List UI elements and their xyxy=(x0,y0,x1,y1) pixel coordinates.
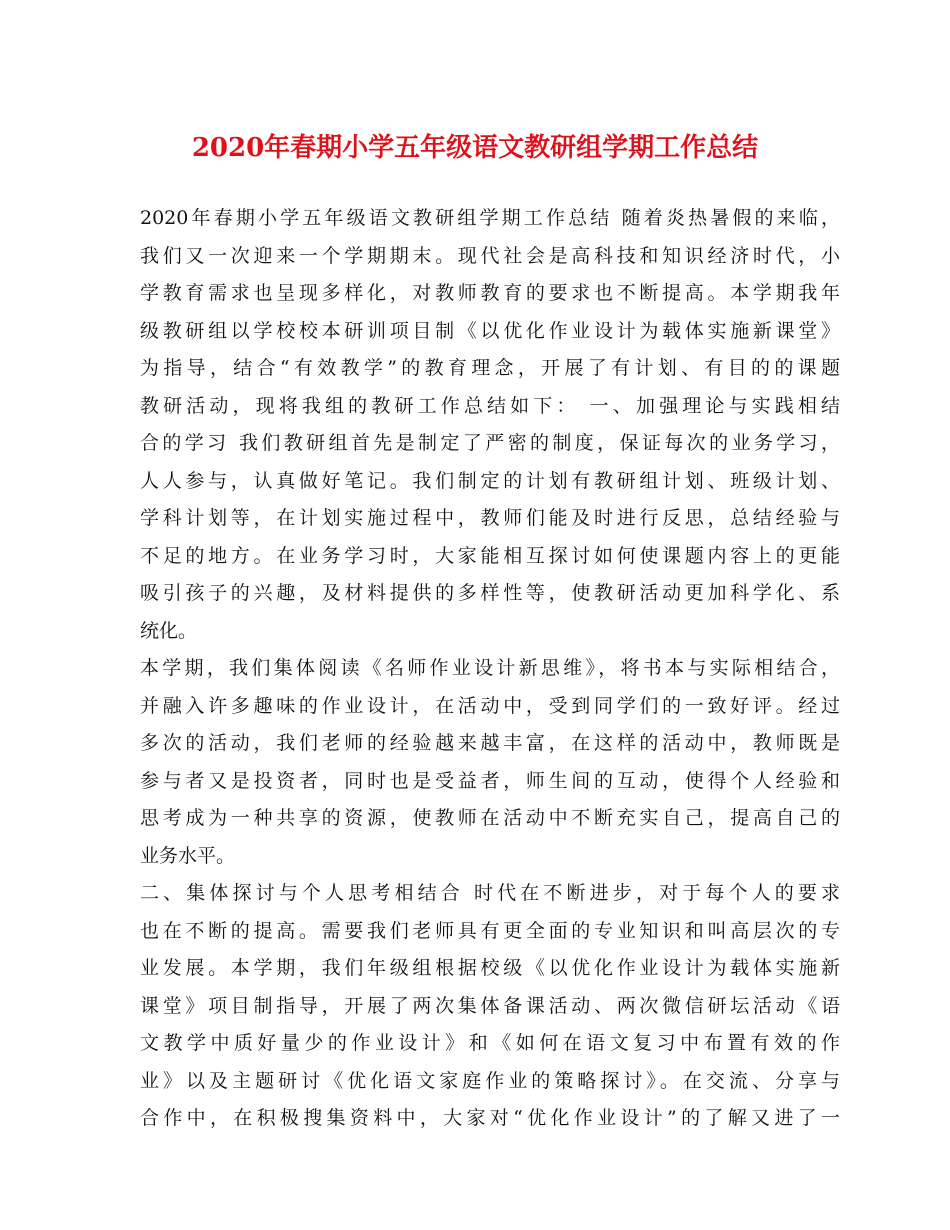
text-line: 并融入许多趣味的作业设计，在活动中，受到同学们的一致好评。经过 xyxy=(140,694,840,717)
text-line: 业》以及主题研讨《优化语文家庭作业的策略探讨》。在交流、分享与 xyxy=(140,1069,840,1092)
text-line: 多次的活动，我们老师的经验越来越丰富，在这样的活动中，教师既是 xyxy=(140,732,840,754)
text-line: 二、集体探讨与个人思考相结合 时代在不断进步，对于每个人的要求 xyxy=(140,882,840,904)
text-line: 不足的地方。在业务学习时，大家能相互探讨如何使课题内容上的更能 xyxy=(140,544,840,567)
text-line: 业务水平。 xyxy=(140,844,236,867)
text-line: 吸引孩子的兴趣，及材料提供的多样性等，使教研活动更加科学化、系 xyxy=(140,582,840,604)
text-line: 2020年春期小学五年级语文教研组学期工作总结 随着炎热暑假的来临， xyxy=(140,207,840,229)
text-line: 合的学习 我们教研组首先是制定了严密的制度，保证每次的业务学习， xyxy=(140,432,840,454)
text-line: 合作中，在积极搜集资料中，大家对“优化作业设计”的了解又进了一 xyxy=(140,1107,840,1129)
text-line: 文教学中质好量少的作业设计》和《如何在语文复习中布置有效的作 xyxy=(140,1032,840,1054)
text-line: 也在不断的提高。需要我们老师具有更全面的专业知识和叫高层次的专 xyxy=(140,919,840,942)
text-line: 业发展。本学期，我们年级组根据校级《以优化作业设计为载体实施新 xyxy=(140,957,840,979)
text-line: 级教研组以学校校本研训项目制《以优化作业设计为载体实施新课堂》 xyxy=(140,319,840,342)
text-line: 本学期，我们集体阅读《名师作业设计新思维》，将书本与实际相结合， xyxy=(140,657,840,679)
text-line: 学教育需求也呈现多样化，对教师教育的要求也不断提高。本学期我年 xyxy=(140,282,840,304)
text-line: 思考成为一种共享的资源，使教师在活动中不断充实自己，提高自己的 xyxy=(140,807,840,829)
document-title: 2020年春期小学五年级语文教研组学期工作总结 xyxy=(191,133,759,163)
text-line: 我们又一次迎来一个学期期末。现代社会是高科技和知识经济时代，小 xyxy=(140,244,840,267)
text-line: 参与者又是投资者，同时也是受益者，师生间的互动，使得个人经验和 xyxy=(140,769,840,792)
text-line: 课堂》项目制指导，开展了两次集体备课活动、两次微信研坛活动《语 xyxy=(140,994,840,1017)
text-line: 统化。 xyxy=(140,619,198,642)
text-line: 为指导，结合“有效教学”的教育理念，开展了有计划、有目的的课题 xyxy=(140,357,840,379)
document-body xyxy=(140,200,840,1138)
text-line: 教研活动，现将我组的教研工作总结如下： 一、加强理论与实践相结 xyxy=(140,394,840,417)
text-line: 学科计划等，在计划实施过程中，教师们能及时进行反思，总结经验与 xyxy=(140,507,840,529)
text-line: 人人参与，认真做好笔记。我们制定的计划有教研组计划、班级计划、 xyxy=(140,469,840,492)
